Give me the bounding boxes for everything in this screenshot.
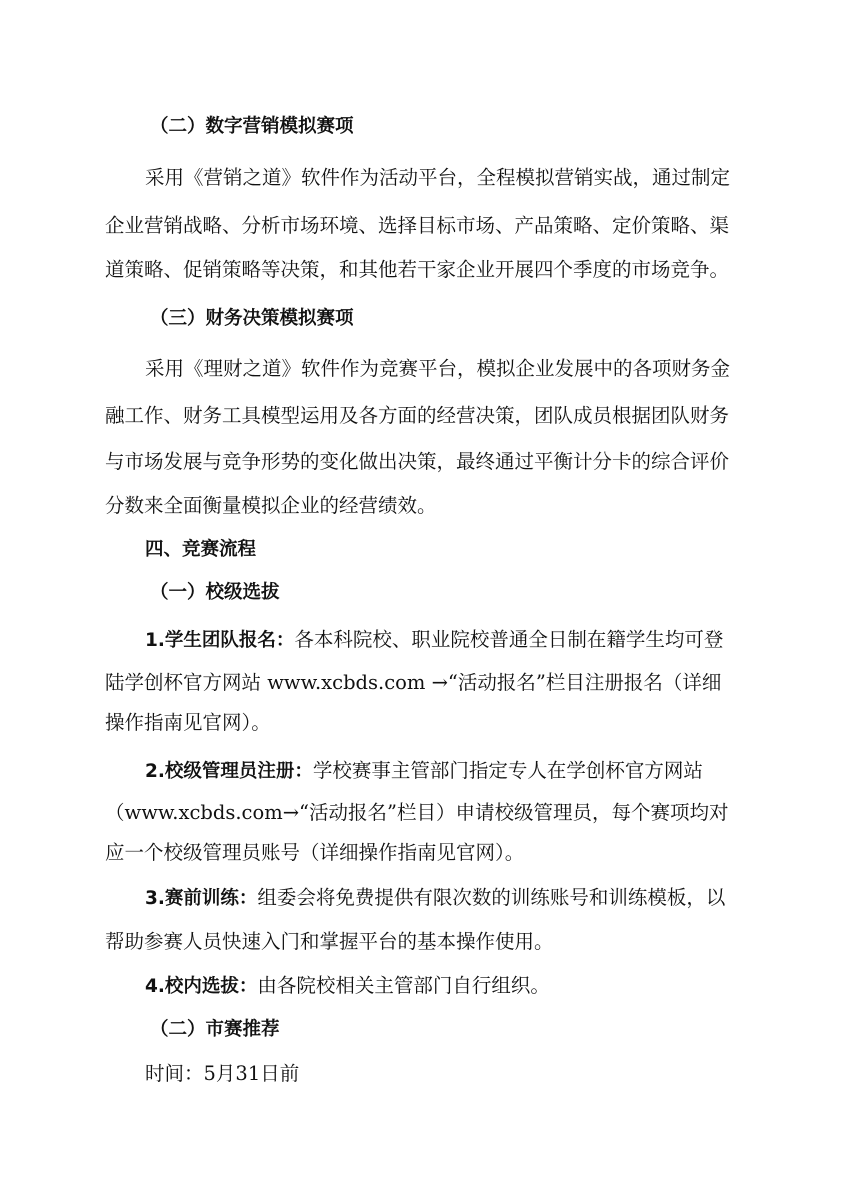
list-item-text: 各本科院校、职业院校普通全日制在籍学生均可登 <box>294 628 724 651</box>
paragraph-line: 分数来全面衡量模拟企业的经营绩效。 <box>105 494 437 517</box>
subheading-city-recommendation: （二）市赛推荐 <box>150 1019 280 1040</box>
paragraph-line: 融工作、财务工具模型运用及各方面的经营决策，团队成员根据团队财务 <box>105 404 730 427</box>
list-item-text: 组委会将免费提供有限次数的训练账号和训练模板，以 <box>257 886 726 909</box>
list-item-1-line <box>145 628 723 653</box>
paragraph-line: 道策略、促销策略等决策，和其他若干家企业开展四个季度的市场竞争。 <box>105 258 730 281</box>
section-heading-process: 四、竞赛流程 <box>145 539 257 560</box>
list-item-text: 由各院校相关主管部门自行组织。 <box>257 974 550 997</box>
list-item-label: 3.赛前训练： <box>145 888 258 909</box>
paragraph-line: 企业营销战略、分析市场环境、选择目标市场、产品策略、定价策略、渠 <box>105 214 730 237</box>
paragraph-line: 帮助参赛人员快速入门和掌握平台的基本操作使用。 <box>105 930 554 953</box>
paragraph-line: （www.xcbds.com→“活动报名”栏目）申请校级管理员，每个赛项均对 <box>105 801 729 824</box>
paragraph-line: 应一个校级管理员账号（详细操作指南见官网）。 <box>105 841 525 864</box>
list-item-label: 2.校级管理员注册： <box>145 761 313 782</box>
paragraph-line: 陆学创杯官方网站 www.xcbds.com →“活动报名”栏目注册报名（详细 <box>105 671 722 694</box>
paragraph-line: 操作指南见官网）。 <box>105 711 271 734</box>
list-item-2-line <box>145 759 703 784</box>
subheading-school-selection: （一）校级选拔 <box>150 582 280 603</box>
section-heading-finance: （三）财务决策模拟赛项 <box>150 308 354 329</box>
section-heading-marketing: （二）数字营销模拟赛项 <box>150 116 354 137</box>
paragraph-line: 采用《营销之道》软件作为活动平台，全程模拟营销实战，通过制定 <box>145 166 731 189</box>
list-item-4-line <box>145 974 550 999</box>
list-item-label: 4.校内选拔： <box>145 976 258 997</box>
time-line: 时间：5月31日前 <box>145 1062 300 1085</box>
paragraph-line: 采用《理财之道》软件作为竞赛平台，模拟企业发展中的各项财务金 <box>145 357 731 380</box>
list-item-text: 学校赛事主管部门指定专人在学创杯官方网站 <box>312 759 703 782</box>
list-item-3-line <box>145 886 725 911</box>
list-item-label: 1.学生团队报名： <box>145 630 295 651</box>
paragraph-line: 与市场发展与竞争形势的变化做出决策，最终通过平衡计分卡的综合评价 <box>105 450 730 473</box>
